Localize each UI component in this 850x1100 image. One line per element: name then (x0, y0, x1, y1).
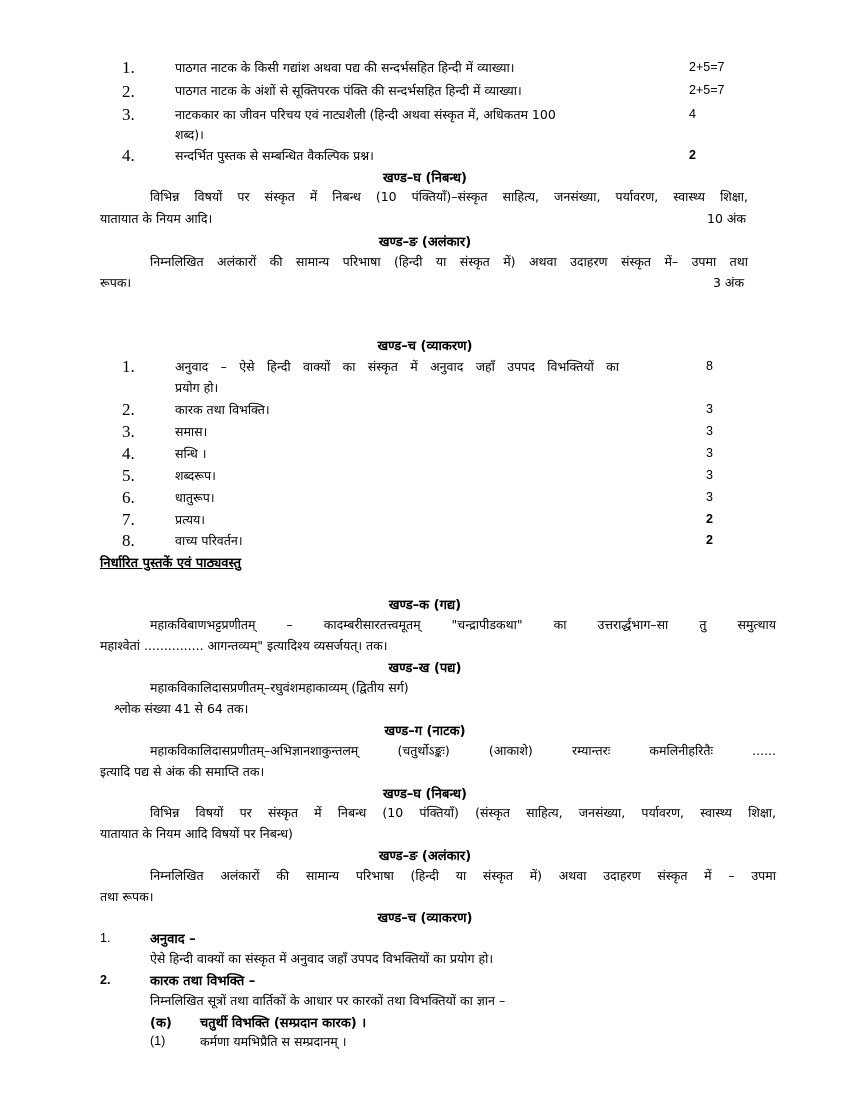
section-paragraph-continued: महाश्वेतां ............... आगन्तव्यम्" इत्यादिश्य व्यसर्जयत्। तक। (100, 638, 388, 653)
section-heading: खण्ड–ख (पद्य) (388, 661, 462, 676)
sub-topic-label: (क) (150, 1016, 172, 1031)
grammar-topic-number: 1. (100, 931, 111, 945)
grammar-item-text-continued: प्रयोग हो। (175, 380, 219, 395)
section-paragraph-continued: यातायात के नियम आदि। (100, 211, 213, 226)
section-paragraph: महाकविबाणभट्टप्रणीतम् – कादम्बरीसारतत्त्वमूतम् "चन्द्रापीडकथा" का उत्तरार्द्धभाग–सा तु समुत्थाय (150, 617, 776, 632)
section-paragraph-continued: तथा रूपक। (100, 889, 154, 904)
item-text-continued: शब्द)। (175, 127, 204, 142)
item-marks: 4 (689, 107, 696, 121)
grammar-item-number: 1. (122, 357, 135, 376)
grammar-item-text: कारक तथा विभक्ति। (175, 402, 270, 417)
grammar-item-text: प्रत्यय। (175, 512, 205, 527)
grammar-item-marks: 3 (706, 402, 713, 416)
section-paragraph: महाकविकालिदासप्रणीतम्–अभिज्ञानशाकुन्तलम् (चतुर्थोऽङ्कः) (आकाशे) रम्यान्तरः कमलिनीहरितैः ...... (150, 743, 776, 758)
grammar-item-number: 4. (122, 444, 135, 463)
grammar-item-marks: 8 (706, 359, 713, 373)
item-number: 3. (122, 105, 135, 124)
grammar-item-number: 7. (122, 510, 135, 529)
grammar-item-marks: 3 (706, 468, 713, 482)
item-text: पाठगत नाटक के अंशों से सूक्तिपरक पंक्ति की सन्दर्भसहित हिन्दी में व्याख्या। (175, 83, 522, 98)
section-paragraph-continued: श्लोक संख्या 41 से 64 तक। (114, 701, 249, 716)
section-heading: खण्ड–च (व्याकरण) (377, 911, 473, 926)
section-heading: खण्ड–ग (नाटक) (384, 724, 466, 739)
section-paragraph-continued: यातायात के नियम आदि विषयों पर निबन्ध) (100, 826, 293, 841)
grammar-item-number: 3. (122, 422, 135, 441)
item-text: सन्दर्भित पुस्तक से सम्बन्धित वैकल्पिक प्रश्न। (175, 148, 374, 163)
item-text: नाटककार का जीवन परिचय एवं नाट्यशैली (हिन्दी अथवा संस्कृत में, अधिकतम 100 (175, 107, 556, 122)
rule-number: (1) (150, 1034, 166, 1048)
grammar-topic-text: निम्नलिखित सूत्रों तथा वार्तिकों के आधार पर कारकों तथा विभक्तियों का ज्ञान – (150, 993, 506, 1008)
sub-topic-title: चतुर्थी विभक्ति (सम्प्रदान कारक) । (200, 1016, 367, 1031)
grammar-item-marks: 2 (706, 512, 713, 526)
grammar-item-number: 2. (122, 400, 135, 419)
prescribed-books-title: निर्धारित पुस्तकें एवं पाठ्यवस्तु (100, 556, 241, 571)
section-paragraph: विभिन्न विषयों पर संस्कृत में निबन्ध (10 पंक्तियाँ)–संस्कृत साहित्य, जनसंख्या, पर्यावरण, स्वास्थ्य शिक्षा, (150, 189, 748, 204)
grammar-item-text: अनुवाद – ऐसे हिन्दी वाक्यों का संस्कृत में अनुवाद जहाँ उपपद विभक्तियों का (175, 359, 619, 374)
grammar-item-marks: 3 (706, 490, 713, 504)
grammar-item-number: 6. (122, 488, 135, 507)
section-paragraph-continued: रूपक। (100, 275, 132, 290)
rule-text: कर्मणा यमभिप्रैति स सम्प्रदानम् । (200, 1034, 347, 1049)
grammar-item-text: शब्दरूप। (175, 468, 216, 483)
section-heading: खण्ड–घ (निबन्ध) (383, 787, 467, 802)
item-marks: 2+5=7 (689, 60, 725, 74)
grammar-item-text: समास। (175, 424, 208, 439)
item-number: 4. (122, 146, 135, 165)
item-marks: 2 (689, 148, 696, 162)
grammar-item-text: सन्धि । (175, 446, 207, 461)
item-text: पाठगत नाटक के किसी गद्यांश अथवा पद्य की सन्दर्भसहित हिन्दी में व्याख्या। (175, 60, 515, 75)
section-heading: खण्ड–ङ (अलंकार) (378, 235, 472, 250)
grammar-item-text: धातुरूप। (175, 490, 215, 505)
grammar-topic-text: ऐसे हिन्दी वाक्यों का संस्कृत में अनुवाद जहाँ उपपद विभक्तियों का प्रयोग हो। (150, 951, 494, 966)
grammar-topic-number: 2. (100, 973, 111, 987)
grammar-topic-title: कारक तथा विभक्ति – (150, 974, 256, 989)
grammar-item-text: वाच्य परिवर्तन। (175, 533, 243, 548)
section-paragraph: महाकविकालिदासप्रणीतम्–रघुवंशमहाकाव्यम् (द्वितीय सर्ग) (150, 680, 409, 695)
section-heading: खण्ड–क (गद्य) (388, 598, 462, 613)
grammar-item-marks: 3 (706, 446, 713, 460)
section-paragraph: निम्नलिखित अलंकारों की सामान्य परिभाषा (हिन्दी या संस्कृत में) अथवा उदाहरण संस्कृत में – उपमा (150, 868, 776, 883)
grammar-item-marks: 2 (706, 533, 713, 547)
grammar-item-marks: 3 (706, 424, 713, 438)
section-heading: खण्ड–ङ (अलंकार) (378, 849, 472, 864)
section-paragraph: विभिन्न विषयों पर संस्कृत में निबन्ध (10 पंक्तियाँ) (संस्कृत साहित्य, जनसंख्या, पर्यावरण, स्वास्थ्य शिक्षा, (150, 805, 776, 820)
item-number: 1. (122, 58, 135, 77)
section-marks: 10 अंक (707, 211, 747, 226)
item-marks: 2+5=7 (689, 83, 725, 97)
section-paragraph-continued: इत्यादि पद्य से अंक की समाप्ति तक। (100, 764, 265, 779)
item-number: 2. (122, 82, 135, 101)
grammar-topic-title: अनुवाद – (150, 932, 196, 947)
section-heading: खण्ड–च (व्याकरण) (377, 339, 473, 354)
section-paragraph: निम्नलिखित अलंकारों की सामान्य परिभाषा (हिन्दी या संस्कृत में) अथवा उदाहरण संस्कृत में– उपमा तथा (150, 254, 748, 269)
section-heading: खण्ड–घ (निबन्ध) (383, 171, 467, 186)
grammar-item-number: 8. (122, 531, 135, 550)
section-marks: 3 अंक (713, 275, 745, 290)
grammar-item-number: 5. (122, 466, 135, 485)
